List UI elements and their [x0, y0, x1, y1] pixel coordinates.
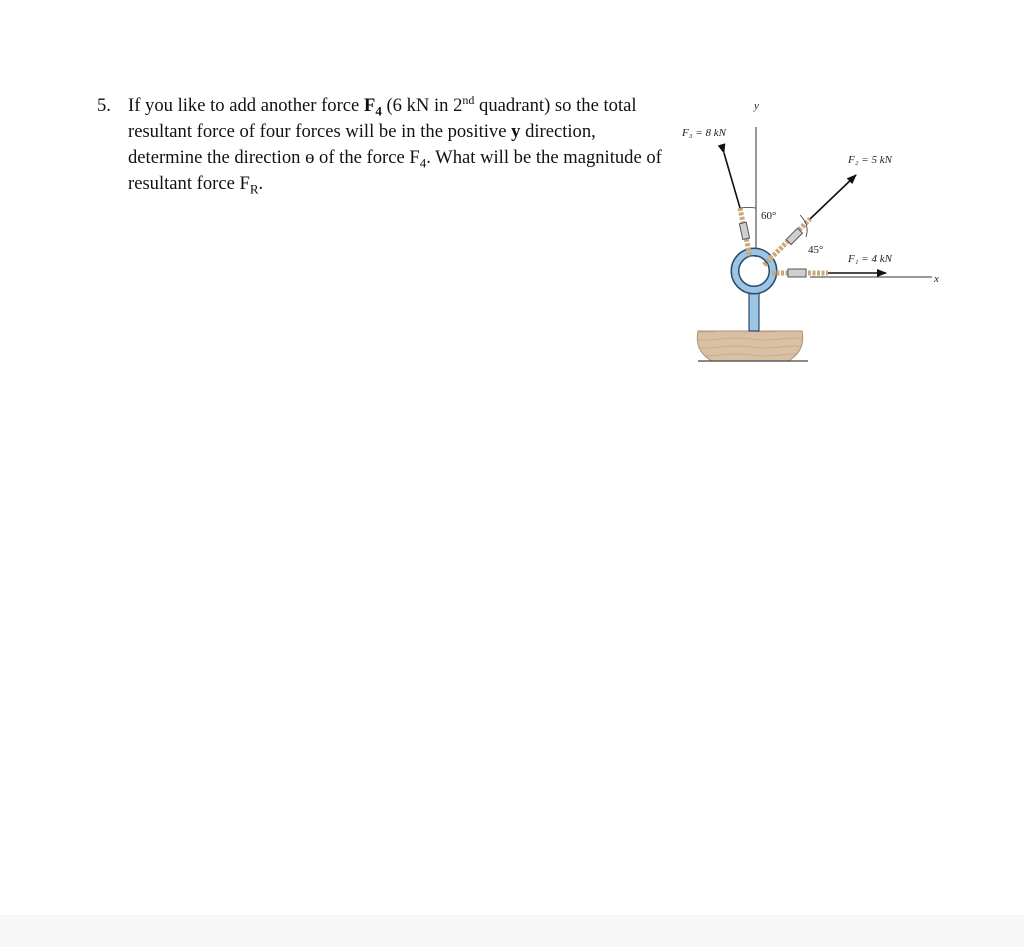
force-f2-arrow: [810, 175, 856, 219]
force-f2-rope: [764, 219, 810, 265]
wood-base: [697, 331, 802, 361]
ordinal-superscript: nd: [462, 92, 475, 107]
angle-45-label: 45°: [808, 244, 824, 256]
force-f4-symbol: $F_4$: [363, 95, 382, 119]
force-value-prefix: (6 kN in 2: [381, 95, 463, 116]
force-f3-arrow: [724, 153, 740, 208]
force-diagram: [660, 95, 960, 375]
force-f1-label: F₁ = 4 kN: [848, 253, 892, 265]
question-text: [128, 93, 672, 197]
resultant-subscript: R: [249, 181, 259, 197]
question-end: .: [258, 173, 264, 194]
question-block: [97, 93, 672, 197]
eye-bolt-ring: [735, 252, 773, 290]
force-value-suffix: quadrant) so the total resultant force of four forces will be in the positive: [128, 95, 637, 142]
question-intro: If you like to add another force: [128, 95, 364, 116]
direction-text: direction, determine the direction: [128, 121, 596, 168]
angle-60-label: 60°: [761, 210, 777, 222]
magnitude-text: . What will be the magnitude of resultant force F: [128, 147, 662, 194]
angle-60-arc: [740, 208, 756, 209]
axis-y-bold: y: [511, 121, 521, 142]
eye-bolt-stem: [749, 291, 759, 331]
force-f3-clamp: [739, 222, 749, 239]
question-number: 5.: [97, 95, 111, 116]
force-f1-clamp: [788, 269, 806, 277]
force-text: of the force F: [314, 147, 420, 168]
force-f4-subscript: 4: [419, 155, 427, 171]
force-f2-clamp: [786, 228, 802, 244]
y-axis-label: y: [754, 100, 759, 112]
force-f2-label: F₂ = 5 kN: [848, 154, 892, 166]
force-f3-label: F₃ = 8 kN: [682, 127, 726, 139]
x-axis-label: x: [934, 273, 939, 285]
page-footer-strip: [0, 915, 1024, 947]
theta-symbol: ɵ: [305, 147, 315, 168]
force-diagram-svg: [660, 95, 960, 375]
